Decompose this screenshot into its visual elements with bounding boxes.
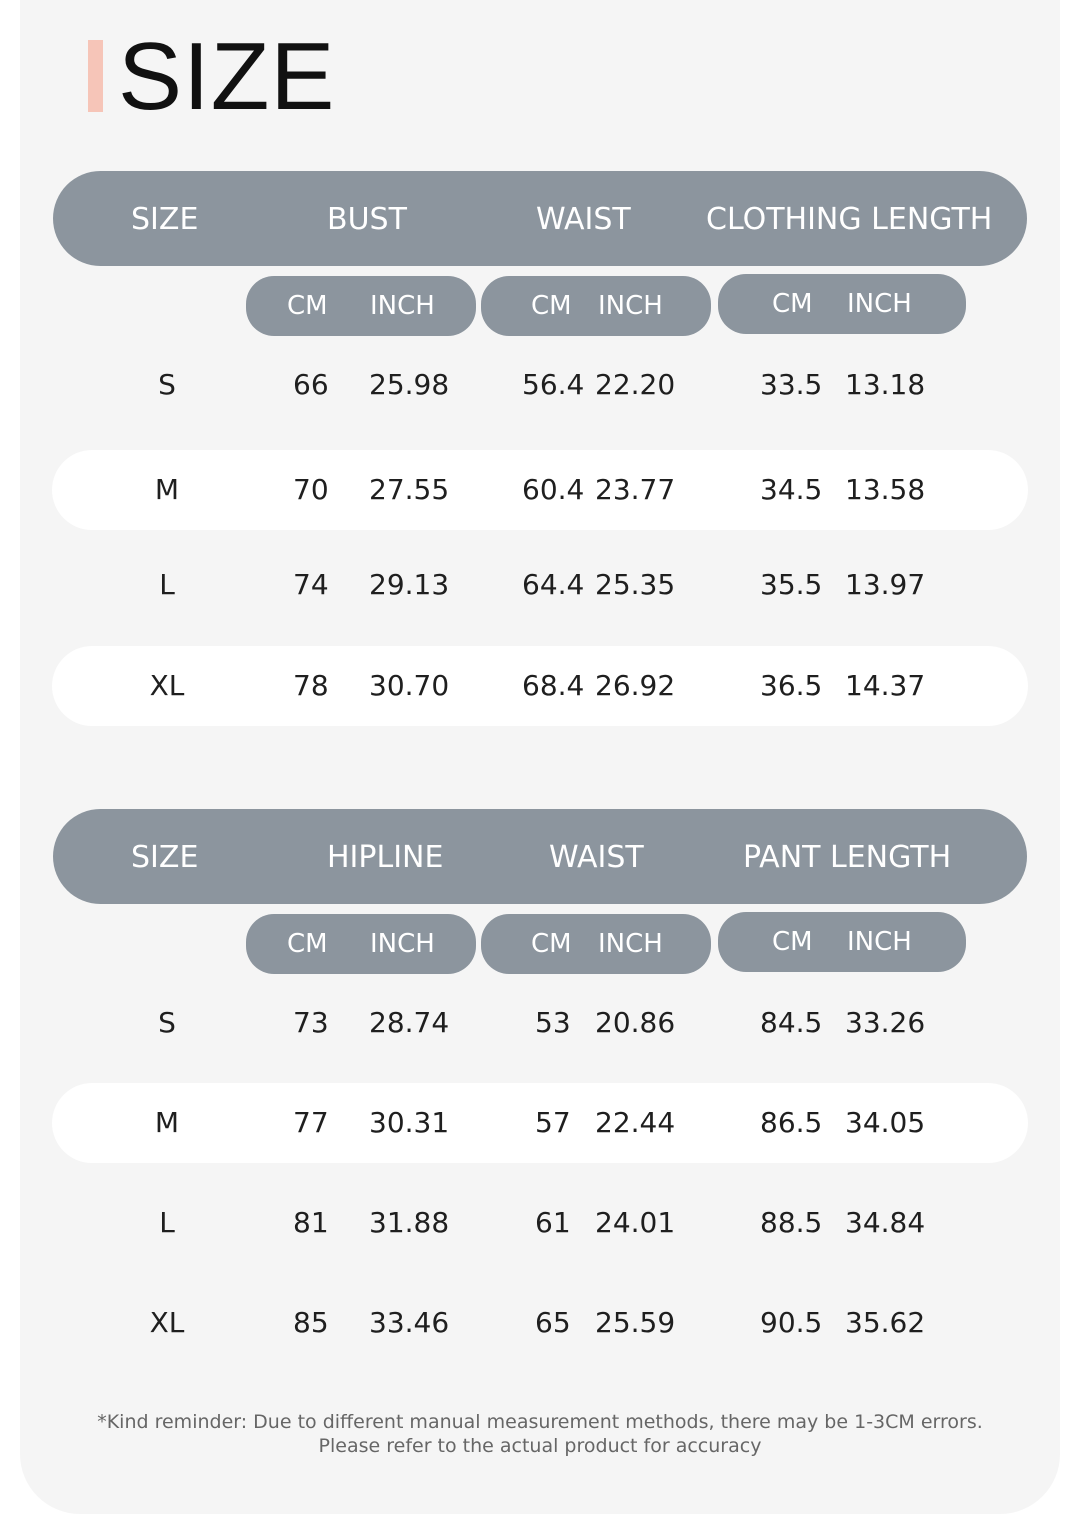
value-cell: 85 xyxy=(293,1306,329,1339)
table-row xyxy=(52,1183,1028,1263)
size-cell: S xyxy=(158,368,176,401)
value-cell: 25.98 xyxy=(369,368,450,401)
value-cell: 61 xyxy=(535,1206,571,1239)
value-cell: 66 xyxy=(293,368,329,401)
table-row xyxy=(52,345,1028,425)
table-row xyxy=(52,545,1028,625)
value-cell: 78 xyxy=(293,669,329,702)
unit-pill-waist xyxy=(481,914,711,974)
value-cell: 57 xyxy=(535,1106,571,1139)
table-row xyxy=(52,646,1028,726)
value-cell: 34.05 xyxy=(845,1106,926,1139)
value-cell: 36.5 xyxy=(760,669,823,702)
size-cell: S xyxy=(158,1006,176,1039)
value-cell: 65 xyxy=(535,1306,571,1339)
header-pant-length: PANT LENGTH xyxy=(743,840,952,875)
value-cell: 34.84 xyxy=(845,1206,926,1239)
header-size: SIZE xyxy=(131,202,199,237)
header-waist: WAIST xyxy=(536,202,631,237)
value-cell: 56.4 xyxy=(522,368,585,401)
value-cell: 74 xyxy=(293,568,329,601)
size-cell: XL xyxy=(149,669,185,702)
unit-cm: CM xyxy=(531,929,572,959)
measurement-note-line1: *Kind reminder: Due to different manual measurement methods, there may be 1-3CM errors. xyxy=(97,1411,983,1433)
header-bust: BUST xyxy=(327,202,407,237)
value-cell: 28.74 xyxy=(369,1006,450,1039)
title-accent-bar xyxy=(88,40,103,112)
value-cell: 70 xyxy=(293,473,329,506)
value-cell: 27.55 xyxy=(369,473,450,506)
value-cell: 81 xyxy=(293,1206,329,1239)
value-cell: 13.97 xyxy=(845,568,926,601)
header-waist: WAIST xyxy=(549,840,644,875)
unit-inch: INCH xyxy=(847,927,912,957)
value-cell: 33.46 xyxy=(369,1306,450,1339)
value-cell: 34.5 xyxy=(760,473,823,506)
value-cell: 84.5 xyxy=(760,1006,823,1039)
unit-pill-hipline xyxy=(246,914,476,974)
unit-pill-bust xyxy=(246,276,476,336)
measurement-note-line2: Please refer to the actual product for accuracy xyxy=(318,1435,762,1457)
value-cell: 13.58 xyxy=(845,473,926,506)
page-title: SIZE xyxy=(118,23,336,130)
unit-cm: CM xyxy=(772,927,813,957)
value-cell: 20.86 xyxy=(595,1006,676,1039)
unit-cm: CM xyxy=(287,929,328,959)
value-cell: 73 xyxy=(293,1006,329,1039)
table-row xyxy=(52,983,1028,1063)
value-cell: 33.5 xyxy=(760,368,823,401)
unit-inch: INCH xyxy=(370,291,435,321)
value-cell: 29.13 xyxy=(369,568,450,601)
unit-inch: INCH xyxy=(847,289,912,319)
unit-inch: INCH xyxy=(598,929,663,959)
header-size: SIZE xyxy=(131,840,199,875)
value-cell: 53 xyxy=(535,1006,571,1039)
table-row xyxy=(52,1083,1028,1163)
value-cell: 25.35 xyxy=(595,568,676,601)
value-cell: 64.4 xyxy=(522,568,585,601)
header-hipline: HIPLINE xyxy=(327,840,444,875)
value-cell: 30.70 xyxy=(369,669,450,702)
unit-cm: CM xyxy=(772,289,813,319)
value-cell: 90.5 xyxy=(760,1306,823,1339)
value-cell: 35.5 xyxy=(760,568,823,601)
unit-cm: CM xyxy=(531,291,572,321)
unit-inch: INCH xyxy=(370,929,435,959)
value-cell: 88.5 xyxy=(760,1206,823,1239)
unit-inch: INCH xyxy=(598,291,663,321)
value-cell: 60.4 xyxy=(522,473,585,506)
table-row xyxy=(52,450,1028,530)
unit-pill-waist xyxy=(481,276,711,336)
unit-cm: CM xyxy=(287,291,328,321)
value-cell: 33.26 xyxy=(845,1006,926,1039)
value-cell: 31.88 xyxy=(369,1206,450,1239)
value-cell: 77 xyxy=(293,1106,329,1139)
value-cell: 23.77 xyxy=(595,473,676,506)
value-cell: 25.59 xyxy=(595,1306,676,1339)
size-cell: L xyxy=(159,1206,175,1239)
size-cell: M xyxy=(154,473,180,506)
size-cell: M xyxy=(154,1106,180,1139)
value-cell: 30.31 xyxy=(369,1106,450,1139)
header-clothing-length: CLOTHING LENGTH xyxy=(706,202,993,237)
table-row xyxy=(52,1283,1028,1363)
size-cell: XL xyxy=(149,1306,185,1339)
value-cell: 68.4 xyxy=(522,669,585,702)
size-cell: L xyxy=(159,568,175,601)
value-cell: 86.5 xyxy=(760,1106,823,1139)
value-cell: 22.20 xyxy=(595,368,676,401)
table-header xyxy=(53,171,1027,266)
value-cell: 14.37 xyxy=(845,669,926,702)
value-cell: 24.01 xyxy=(595,1206,676,1239)
unit-pill-length xyxy=(718,274,966,334)
unit-pill-length xyxy=(718,912,966,972)
value-cell: 13.18 xyxy=(845,368,926,401)
value-cell: 35.62 xyxy=(845,1306,926,1339)
value-cell: 26.92 xyxy=(595,669,676,702)
value-cell: 22.44 xyxy=(595,1106,676,1139)
table-header xyxy=(53,809,1027,904)
